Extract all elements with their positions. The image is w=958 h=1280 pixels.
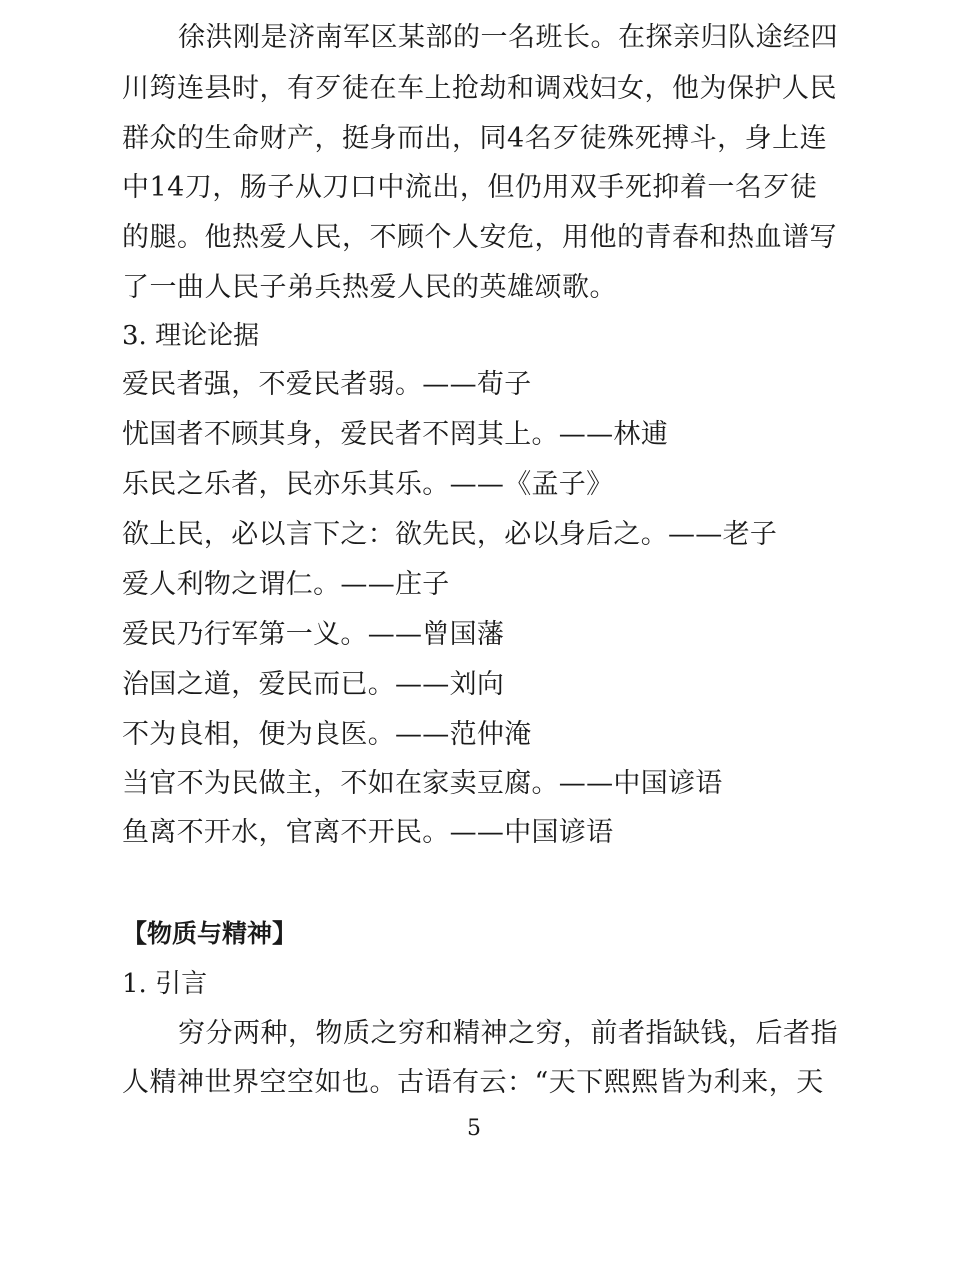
section-title: 【物质与精神】 — [122, 919, 298, 948]
quote-line: 欲上民，必以言下之：欲先民，必以身后之。——老子 — [122, 519, 778, 550]
story-line: 川筠连县时，有歹徒在车上抢劫和调戏妇女，他为保护人民 — [122, 73, 837, 104]
quote-line: 治国之道，爱民而已。——刘向 — [122, 669, 505, 700]
theory-heading: 3. 理论论据 — [122, 321, 260, 351]
story-line: 中14刀，肠子从刀口中流出，但仍用双手死抑着一名歹徒 — [122, 172, 818, 203]
quote-line: 鱼离不开水，官离不开民。——中国谚语 — [122, 817, 614, 848]
quote-line: 不为良相，便为良医。——范仲淹 — [122, 719, 532, 750]
quote-line: 乐民之乐者，民亦乐其乐。——《孟子》 — [122, 469, 614, 500]
intro-heading: 1. 引言 — [122, 969, 208, 999]
quote-line: 爱民者强，不爱民者弱。——荀子 — [122, 369, 532, 400]
quote-line: 爱人利物之谓仁。——庄子 — [122, 569, 450, 600]
story-line: 的腿。他热爱人民，不顾个人安危，用他的青春和热血谱写 — [122, 222, 837, 253]
quote-line: 忧国者不顾其身，爱民者不罔其上。——林逋 — [122, 419, 668, 450]
story-line: 徐洪刚是济南军区某部的一名班长。在探亲归队途经四 — [178, 22, 838, 53]
page-number: 5 — [467, 1116, 481, 1141]
quote-line: 爱民乃行军第一义。——曾国藩 — [122, 619, 505, 650]
intro-line: 人精神世界空空如也。古语有云：“天下熙熙皆为利来，天 — [122, 1067, 824, 1098]
intro-line: 穷分两种，物质之穷和精神之穷，前者指缺钱，后者指 — [178, 1018, 838, 1049]
story-line: 群众的生命财产，挺身而出，同4名歹徒殊死搏斗，身上连 — [122, 123, 828, 154]
story-line: 了一曲人民子弟兵热爱人民的英雄颂歌。 — [122, 272, 617, 303]
quote-line: 当官不为民做主，不如在家卖豆腐。——中国谚语 — [122, 768, 723, 799]
